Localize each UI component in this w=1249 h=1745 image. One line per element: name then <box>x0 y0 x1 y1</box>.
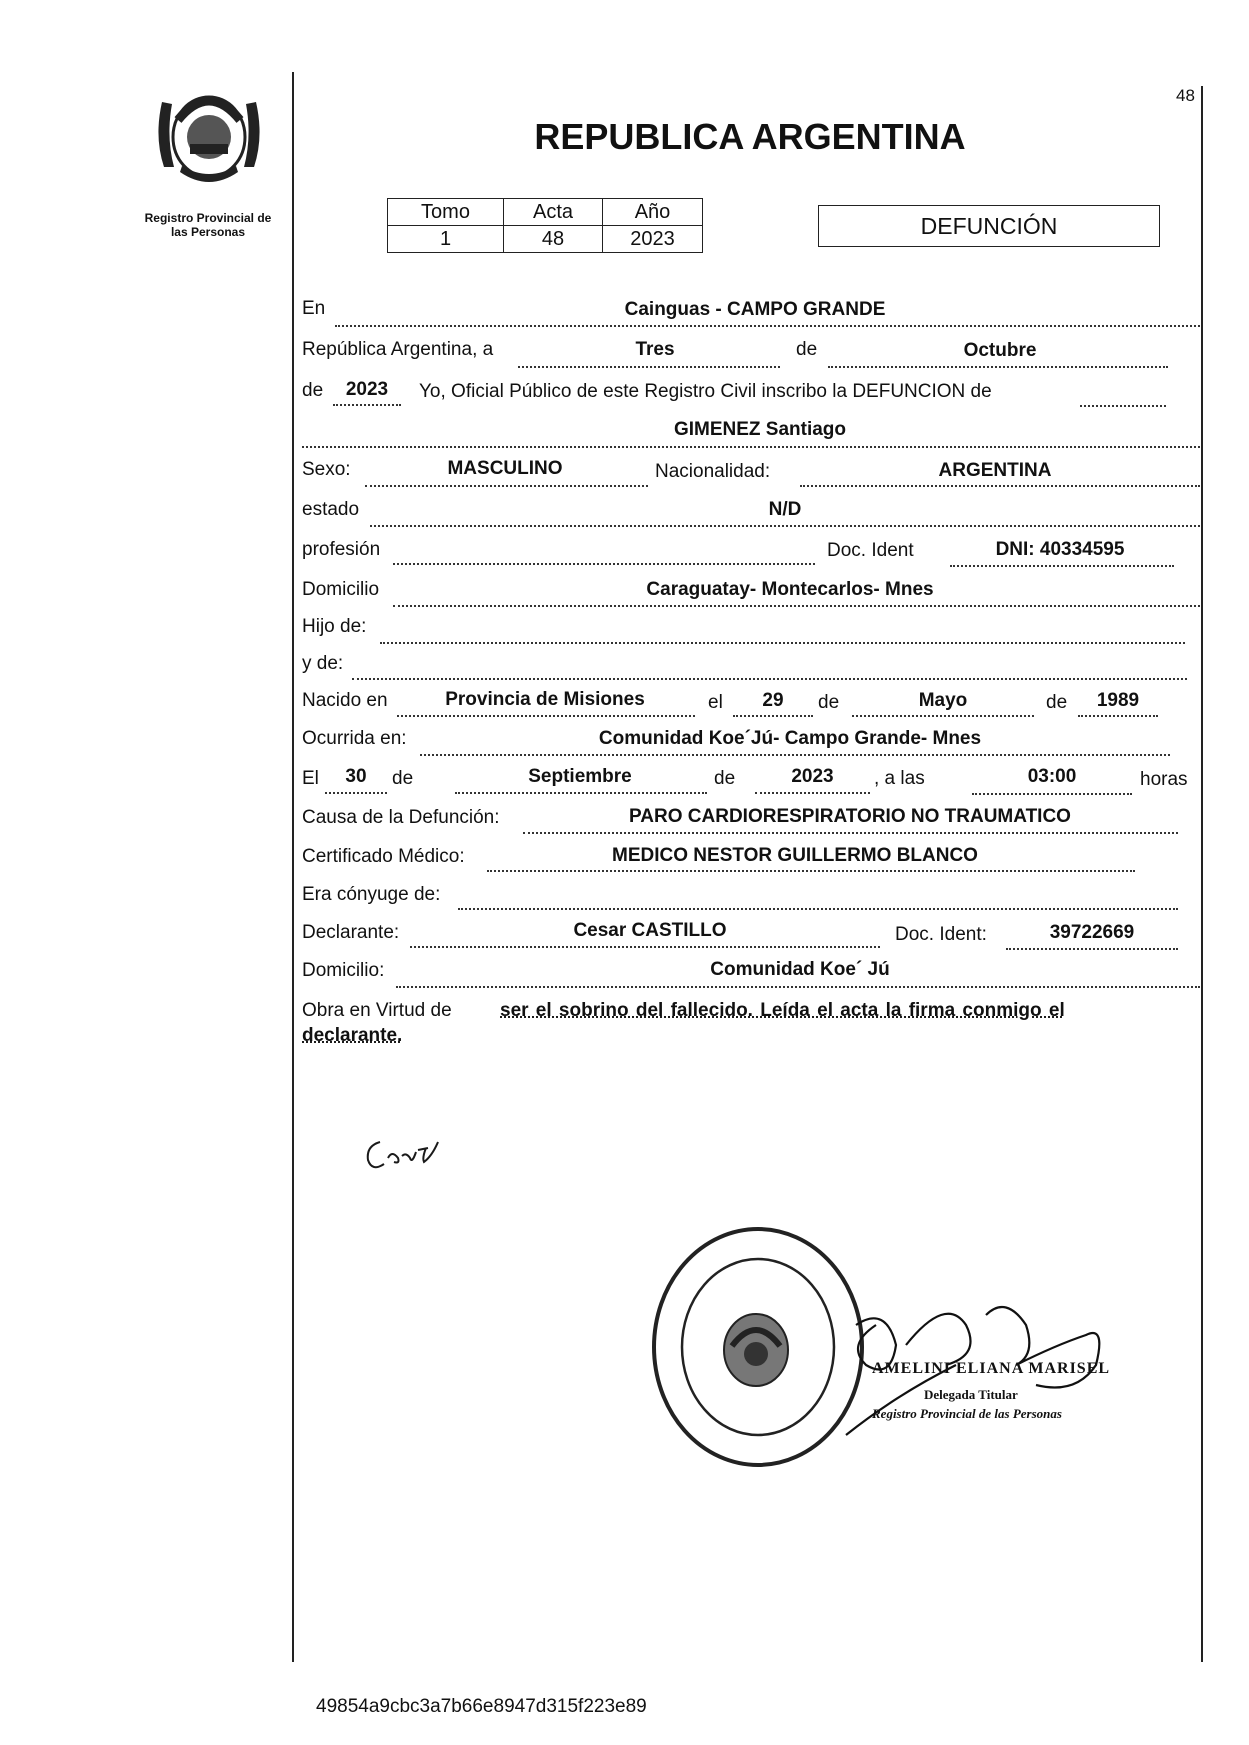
label-de-1: de <box>796 339 818 360</box>
label-de-2: de <box>302 380 324 401</box>
register-header-anio: Año <box>603 199 703 226</box>
label-domicilio: Domicilio <box>302 579 380 600</box>
value-lugar: Cainguas - CAMPO GRANDE <box>624 299 886 320</box>
left-margin-rule <box>292 72 294 1662</box>
register-table <box>387 198 703 253</box>
official-seal <box>648 1222 868 1472</box>
value-declarante: Cesar CASTILLO <box>573 920 727 941</box>
label-declarante: Declarante: <box>302 922 400 943</box>
official-title: Delegada Titular <box>924 1387 1018 1402</box>
province-emblem <box>150 82 268 192</box>
label-el-def: El <box>302 768 319 789</box>
label-a-las: , a las <box>874 768 925 789</box>
value-declarante-domicilio: Comunidad Koe´ Jú <box>710 959 890 980</box>
declarant-signature <box>362 1128 462 1176</box>
register-table-header-row <box>388 199 703 226</box>
value-mes-inscripcion: Octubre <box>963 340 1037 361</box>
value-def-mes: Septiembre <box>528 766 632 787</box>
label-republica-a: República Argentina, a <box>302 339 494 360</box>
doc-type-box <box>818 205 1160 247</box>
value-nac-anio: 1989 <box>1096 690 1140 711</box>
label-estado: estado <box>302 499 360 520</box>
value-nac-dia: 29 <box>762 690 784 711</box>
dots-def-mes <box>455 792 707 794</box>
dots-declarante <box>410 946 880 948</box>
dots-nac-dia <box>733 715 813 717</box>
dots-mes-inscripcion <box>828 366 1168 368</box>
footer-hash: 49854a9cbc3a7b66e8947d315f223e89 <box>316 1696 647 1717</box>
label-el-nac: el <box>708 692 723 713</box>
label-de-def-2: de <box>714 768 736 789</box>
value-nac-mes: Mayo <box>918 690 968 711</box>
register-header-acta: Acta <box>504 199 603 226</box>
label-yo-oficial: Yo, Oficial Público de este Registro Civil inscribo la DEFUNCION de <box>419 381 992 402</box>
dots-anio-inscripcion <box>333 404 401 406</box>
value-nacido-en: Provincia de Misiones <box>445 689 645 710</box>
dots-causa <box>523 832 1178 834</box>
dots-fallecido <box>302 446 1200 448</box>
dots-nacionalidad <box>800 485 1200 487</box>
register-header-tomo: Tomo <box>388 199 504 226</box>
label-conyuge: Era cónyuge de: <box>302 884 441 905</box>
label-hijo-de: Hijo de: <box>302 616 367 637</box>
dots-profesion <box>393 563 815 565</box>
label-de-nac-1: de <box>818 692 840 713</box>
dots-ocurrida-en <box>420 754 1170 756</box>
register-table-value-row <box>388 226 703 253</box>
page-number: 48 <box>1176 86 1195 105</box>
official-registry: Registro Provincial de las Personas <box>872 1406 1062 1421</box>
dots-nacido-en <box>397 715 695 717</box>
value-anio-inscripcion: 2023 <box>345 379 389 400</box>
value-def-hora: 03:00 <box>1027 766 1077 787</box>
dots-lugar <box>335 325 1200 327</box>
dots-sexo <box>365 485 648 487</box>
value-def-dia: 30 <box>345 766 367 787</box>
dots-domicilio <box>393 605 1200 607</box>
value-nacionalidad: ARGENTINA <box>938 460 1052 481</box>
dots-def-anio <box>755 792 870 794</box>
value-causa: PARO CARDIORESPIRATORIO NO TRAUMATICO <box>629 806 1071 827</box>
value-doc-ident: DNI: 40334595 <box>995 539 1125 560</box>
label-profesion: profesión <box>302 539 381 560</box>
value-certificado: MEDICO NESTOR GUILLERMO BLANCO <box>612 845 978 866</box>
dots-y-de <box>352 678 1187 680</box>
registry-name <box>128 211 288 239</box>
dots-nac-anio <box>1078 715 1158 717</box>
register-value-acta: 48 <box>504 226 603 253</box>
label-ocurrida-en: Ocurrida en: <box>302 728 407 749</box>
value-estado: N/D <box>768 499 802 520</box>
value-obra-line2: declarante. <box>302 1025 403 1046</box>
value-dia-inscripcion: Tres <box>635 339 675 360</box>
dots-certificado <box>487 870 1135 872</box>
dots-conyuge <box>458 908 1178 910</box>
value-def-anio: 2023 <box>791 766 834 787</box>
dots-doc-ident <box>950 565 1174 567</box>
right-margin-rule <box>1201 86 1203 1662</box>
label-domicilio-declarante: Domicilio: <box>302 960 385 981</box>
label-doc-ident: Doc. Ident <box>827 540 914 561</box>
label-de-nac-2: de <box>1046 692 1068 713</box>
dots-yo-oficial-tail <box>1080 405 1166 407</box>
label-causa: Causa de la Defunción: <box>302 807 500 828</box>
label-doc-ident-declarante: Doc. Ident: <box>895 924 987 945</box>
value-fallecido: GIMENEZ Santiago <box>673 419 847 440</box>
official-name: AMELINI ELIANA MARISEL <box>872 1360 1111 1377</box>
register-value-anio: 2023 <box>603 226 703 253</box>
value-domicilio: Caraguatay- Montecarlos- Mnes <box>646 579 934 600</box>
label-certificado: Certificado Médico: <box>302 846 465 867</box>
value-sexo: MASCULINO <box>447 458 563 479</box>
doc-type-label: DEFUNCIÓN <box>920 213 1058 239</box>
label-en: En <box>302 298 326 319</box>
dots-hijo-de <box>380 642 1185 644</box>
value-declarante-doc: 39722669 <box>1049 922 1135 943</box>
value-ocurrida-en: Comunidad Koe´Jú- Campo Grande- Mnes <box>598 728 982 749</box>
register-value-tomo: 1 <box>388 226 504 253</box>
label-sexo: Sexo: <box>302 459 351 480</box>
label-y-de: y de: <box>302 653 344 674</box>
label-de-def-1: de <box>392 768 414 789</box>
label-nacionalidad: Nacionalidad: <box>655 461 771 482</box>
country-title: REPUBLICA ARGENTINA <box>534 116 966 157</box>
label-obra-en-virtud: Obra en Virtud de <box>302 1000 452 1021</box>
dots-dia-inscripcion <box>518 366 780 368</box>
registry-name-line2: las Personas <box>170 225 246 239</box>
dots-def-dia <box>325 792 387 794</box>
dots-declarante-domicilio <box>396 986 1200 988</box>
dots-declarante-doc <box>1006 948 1178 950</box>
value-obra-line1: ser el sobrino del fallecido. Leída el acta la firma conmigo el <box>500 1000 1065 1021</box>
label-nacido-en: Nacido en <box>302 690 388 711</box>
label-horas: horas <box>1140 769 1188 790</box>
dots-def-hora <box>972 793 1132 795</box>
registry-name-line1: Registro Provincial de <box>144 211 272 225</box>
dots-nac-mes <box>852 715 1034 717</box>
dots-estado <box>370 525 1200 527</box>
